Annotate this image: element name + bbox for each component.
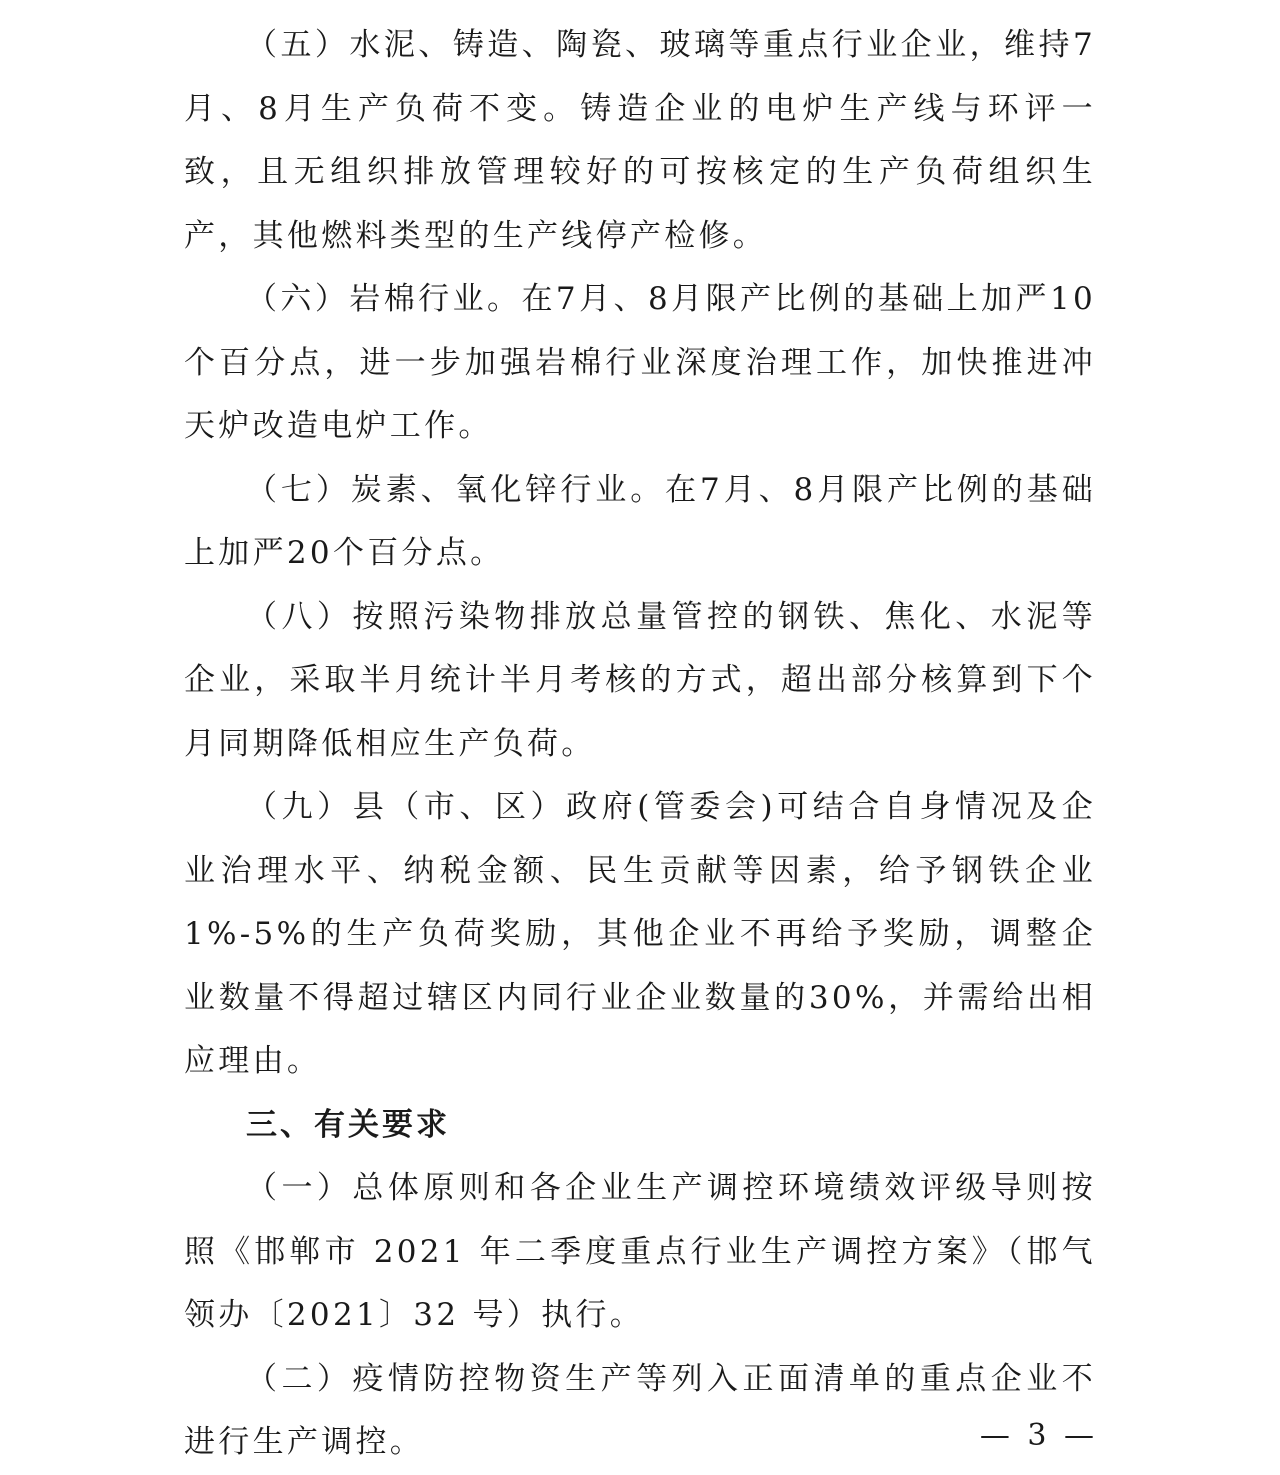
document-body (184, 14, 1096, 1475)
paragraph-item-8: （八）按照污染物排放总量管控的钢铁、焦化、水泥等企业，采取半月统计半月考核的方式，超出部分核算到下个月同期降低相应生产负荷。 (184, 598, 1096, 762)
paragraph-requirement-2: （二）疫情防控物资生产等列入正面清单的重点企业不进行生产调控。 (184, 1360, 1096, 1460)
paragraph-item-6: （六）岩棉行业。在7月、8月限产比例的基础上加严10个百分点，进一步加强岩棉行业深度治理工作，加快推进冲天炉改造电炉工作。 (184, 281, 1096, 444)
paragraph-item-7: （七）炭素、氧化锌行业。在7月、8月限产比例的基础上加严20个百分点。 (184, 471, 1096, 571)
paragraph-item-5: （五）水泥、铸造、陶瓷、玻璃等重点行业企业，维持7月、8月生产负荷不变。铸造企业的电炉生产线与环评一致，且无组织排放管理较好的可按核定的生产负荷组织生产，其他燃料类型的生产线停产检修。 (184, 27, 1096, 254)
paragraph-requirement-1: （一）总体原则和各企业生产调控环境绩效评级导则按照《邯郸市 2021 年二季度重点行业生产调控方案》（邯气领办〔2021〕32 号）执行。 (184, 1170, 1096, 1333)
paragraph-item-9: （九）县（市、区）政府(管委会)可结合自身情况及企业治理水平、纳税金额、民生贡献等因素，给予钢铁企业1%-5%的生产负荷奖励，其他企业不再给予奖励，调整企业数量不得超过辖区内同行业企业数量的30%，并需给出相应理由。 (184, 789, 1096, 1079)
page-number: — 3 — (979, 1418, 1098, 1453)
section-heading-requirements: 三、有关要求 (246, 1106, 450, 1143)
